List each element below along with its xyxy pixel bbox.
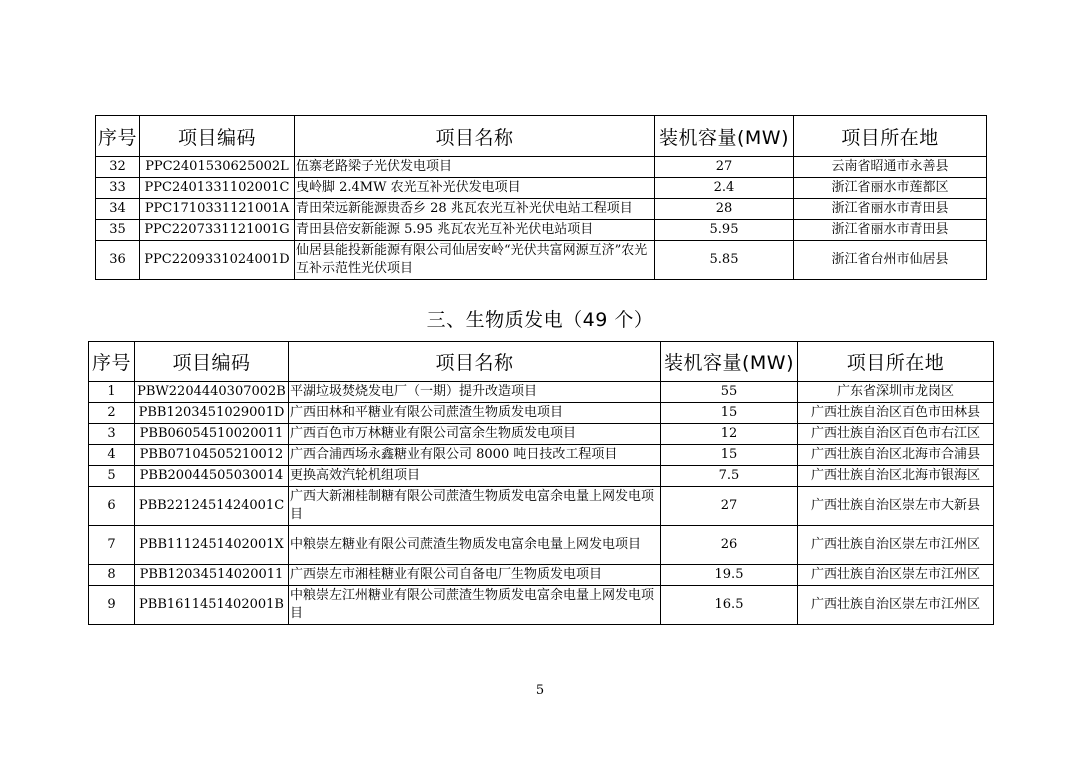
header-no: 序号 [89,342,135,382]
page-number: 5 [535,683,545,698]
row-location: 浙江省丽水市莲都区 [794,178,987,199]
row-capacity: 5.85 [655,241,794,280]
row-capacity: 5.95 [655,220,794,241]
row-no: 34 [96,199,140,220]
row-name: 仙居县能投新能源有限公司仙居安岭“光伏共富网源互济”农光互补示范性光伏项目 [295,241,655,280]
row-code: PBB20044505030014 [135,466,289,487]
table-row [96,157,987,178]
header-name: 项目名称 [289,342,661,382]
row-capacity: 28 [655,199,794,220]
row-code: PPC2401331102001C [140,178,295,199]
header-capacity: 装机容量(MW) [661,342,798,382]
row-name: 广西崇左市湘桂糖业有限公司自备电厂生物质发电项目 [289,565,661,586]
row-capacity: 7.5 [661,466,798,487]
row-capacity: 27 [661,487,798,526]
header-location: 项目所在地 [794,116,987,157]
row-capacity: 15 [661,403,798,424]
row-no: 8 [89,565,135,586]
row-no: 1 [89,382,135,403]
row-code: PBB1203451029001D [135,403,289,424]
row-no: 6 [89,487,135,526]
row-capacity: 27 [655,157,794,178]
row-location: 广西壮族自治区崇左市江州区 [798,565,994,586]
table-row [89,466,994,487]
row-location: 广西壮族自治区崇左市江州区 [798,526,994,565]
row-no: 5 [89,466,135,487]
row-name: 广西合浦西场永鑫糖业有限公司 8000 吨日技改工程项目 [289,445,661,466]
header-code: 项目编码 [140,116,295,157]
row-location: 广西壮族自治区崇左市大新县 [798,487,994,526]
row-name: 广西大新湘桂制糖有限公司蔗渣生物质发电富余电量上网发电项目 [289,487,661,526]
row-name: 伍寨老路梁子光伏发电项目 [295,157,655,178]
row-capacity: 12 [661,424,798,445]
table-row [89,565,994,586]
row-no: 7 [89,526,135,565]
row-code: PPC2401530625002L [140,157,295,178]
section-title: 三、生物质发电（49 个） [426,309,654,331]
table-row [89,487,994,526]
row-name: 青田县倍安新能源 5.95 兆瓦农光互补光伏电站项目 [295,220,655,241]
row-name: 更换高效汽轮机组项目 [289,466,661,487]
row-code: PBB2212451424001C [135,487,289,526]
row-name: 中粮崇左糖业有限公司蔗渣生物质发电富余电量上网发电项目 [289,526,661,565]
table-header-row [96,116,987,157]
row-location: 浙江省台州市仙居县 [794,241,987,280]
row-code: PPC2207331121001G [140,220,295,241]
table-row [89,445,994,466]
table-row [89,586,994,625]
row-location: 浙江省丽水市青田县 [794,220,987,241]
row-capacity: 15 [661,445,798,466]
row-location: 广西壮族自治区北海市银海区 [798,466,994,487]
row-no: 9 [89,586,135,625]
row-no: 2 [89,403,135,424]
row-no: 4 [89,445,135,466]
row-no: 33 [96,178,140,199]
header-location: 项目所在地 [798,342,994,382]
row-name: 中粮崇左江州糖业有限公司蔗渣生物质发电富余电量上网发电项目 [289,586,661,625]
solar-projects-table [95,115,987,280]
row-location: 广西壮族自治区崇左市江州区 [798,586,994,625]
row-code: PBB1112451402001X [135,526,289,565]
biomass-projects-table [88,341,994,625]
table-row [89,403,994,424]
row-capacity: 55 [661,382,798,403]
row-code: PBB07104505210012 [135,445,289,466]
row-code: PPC1710331121001A [140,199,295,220]
row-no: 3 [89,424,135,445]
table-row [96,199,987,220]
row-capacity: 16.5 [661,586,798,625]
table-row [89,526,994,565]
header-no: 序号 [96,116,140,157]
row-name: 青田荣远新能源贵岙乡 28 兆瓦农光互补光伏电站工程项目 [295,199,655,220]
row-capacity: 19.5 [661,565,798,586]
row-no: 35 [96,220,140,241]
row-location: 广西壮族自治区北海市合浦县 [798,445,994,466]
table-header-row [89,342,994,382]
row-location: 云南省昭通市永善县 [794,157,987,178]
row-capacity: 2.4 [655,178,794,199]
row-name: 广西百色市万林糖业有限公司富余生物质发电项目 [289,424,661,445]
row-location: 广西壮族自治区百色市右江区 [798,424,994,445]
row-name: 广西田林和平糖业有限公司蔗渣生物质发电项目 [289,403,661,424]
row-no: 32 [96,157,140,178]
table-row [89,382,994,403]
header-capacity: 装机容量(MW) [655,116,794,157]
row-location: 广西壮族自治区百色市田林县 [798,403,994,424]
row-location: 浙江省丽水市青田县 [794,199,987,220]
table-row [89,424,994,445]
row-location: 广东省深圳市龙岗区 [798,382,994,403]
table-row [96,178,987,199]
row-code: PBB06054510020011 [135,424,289,445]
row-code: PBB1611451402001B [135,586,289,625]
row-code: PBW2204440307002B [135,382,289,403]
row-no: 36 [96,241,140,280]
row-code: PPC2209331024001D [140,241,295,280]
table-row [96,220,987,241]
row-name: 曳岭脚 2.4MW 农光互补光伏发电项目 [295,178,655,199]
header-code: 项目编码 [135,342,289,382]
header-name: 项目名称 [295,116,655,157]
row-code: PBB12034514020011 [135,565,289,586]
table-row [96,241,987,280]
row-name: 平湖垃圾焚烧发电厂（一期）提升改造项目 [289,382,661,403]
row-capacity: 26 [661,526,798,565]
